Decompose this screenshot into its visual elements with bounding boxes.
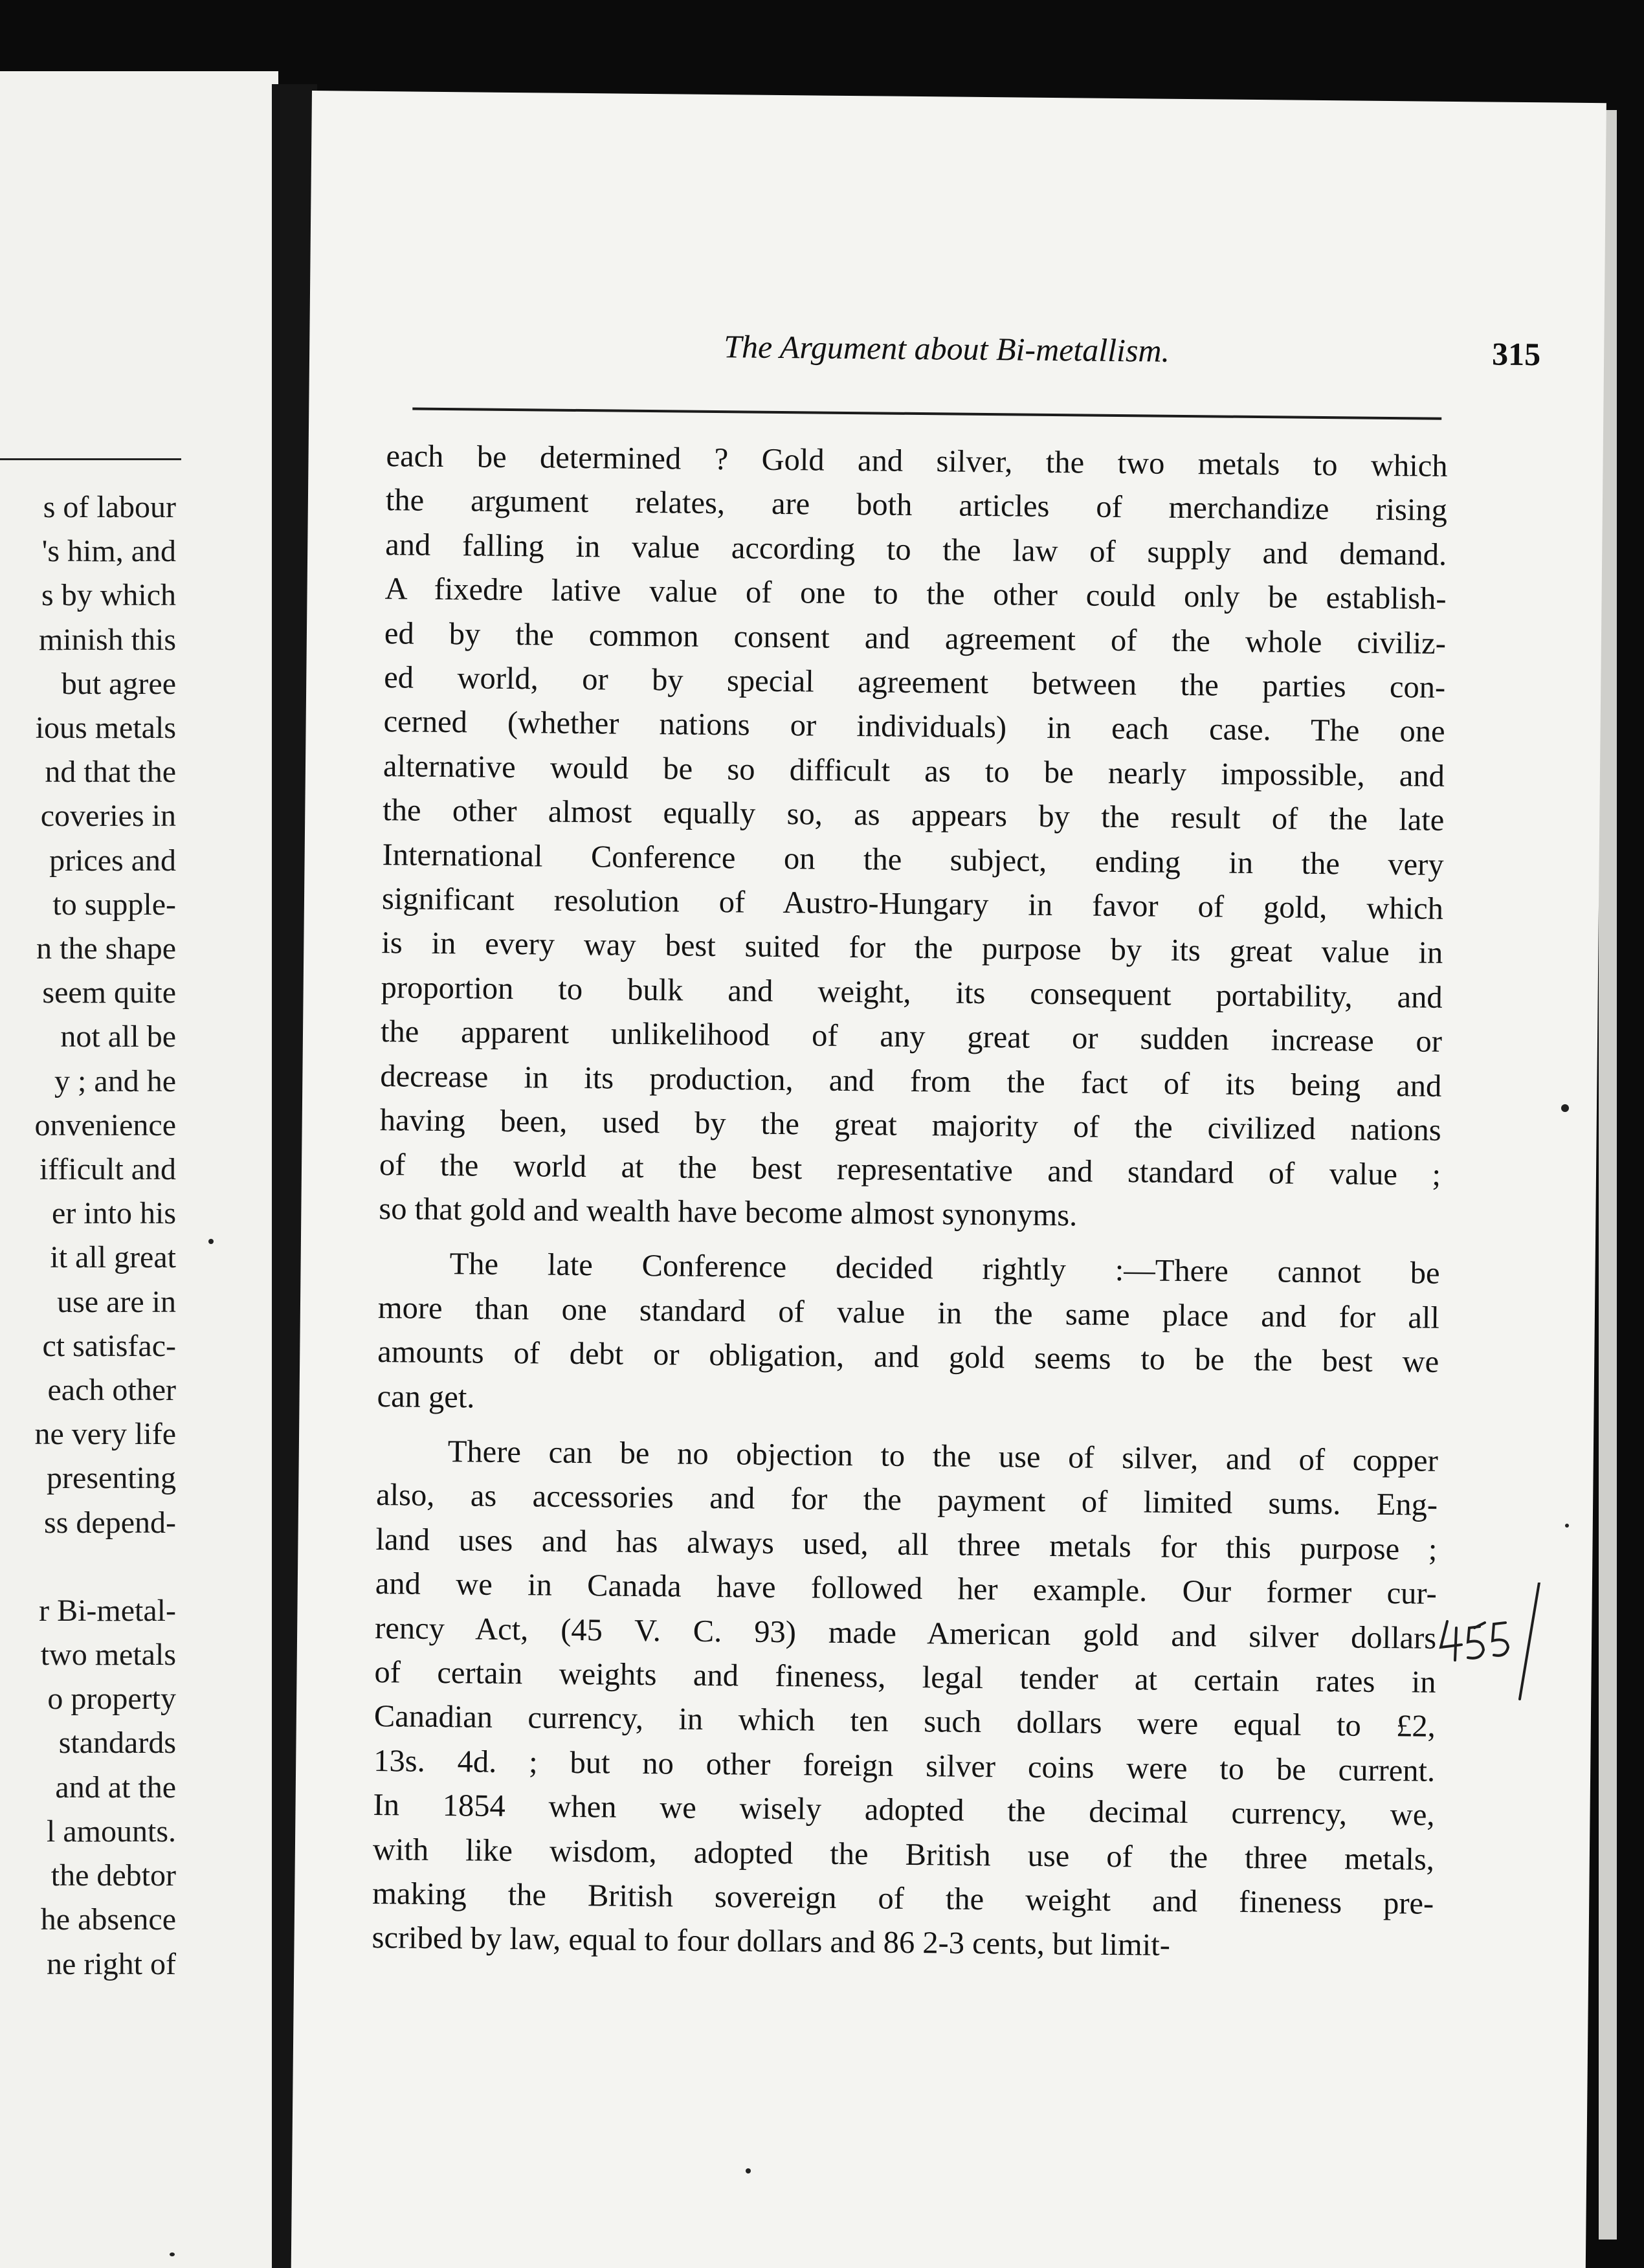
body-line: the argument relates, are both articles of merchandize rising bbox=[385, 483, 1448, 528]
body-line: is in every way best suited for the purpose by its great value in bbox=[381, 926, 1443, 971]
left-page-line: presenting bbox=[47, 1461, 176, 1496]
left-page-line: l amounts. bbox=[47, 1814, 176, 1849]
body-line: more than one standard of value in the same place and for all bbox=[377, 1290, 1440, 1335]
body-line: each be determined ? Gold and silver, the two metals to which bbox=[386, 439, 1448, 484]
body-text bbox=[372, 434, 1448, 1970]
left-page-line: he absence bbox=[40, 1902, 176, 1937]
body-line: with like wisdom, adopted the British use of the three metals, bbox=[372, 1832, 1435, 1877]
body-line: ed world, or by special agreement between the parties con- bbox=[384, 660, 1446, 705]
left-page-line: ne very life bbox=[34, 1417, 176, 1452]
body-line: cerned (whether nations or individuals) in each case. The one bbox=[383, 704, 1445, 750]
left-page-line: nd that the bbox=[45, 755, 176, 790]
running-head bbox=[413, 325, 1546, 381]
left-page-line: standards bbox=[58, 1726, 176, 1761]
body-line: the apparent unlikelihood of any great or sudden increase or bbox=[380, 1014, 1443, 1060]
head-rule bbox=[412, 408, 1441, 420]
body-line: There can be no objection to the use of silver, and of copper bbox=[447, 1434, 1439, 1478]
left-page-line: er into his bbox=[52, 1196, 176, 1231]
left-page-text bbox=[0, 485, 176, 1986]
left-page-line: minish this bbox=[38, 622, 176, 657]
left-page-line: seem quite bbox=[42, 975, 176, 1010]
body-line: of certain weights and fineness, legal tender at certain rates in bbox=[374, 1655, 1436, 1700]
left-page-line: ious metals bbox=[35, 711, 176, 746]
body-line: and we in Canada have followed her example. Our former cur- bbox=[375, 1566, 1438, 1611]
left-page-line: onvenience bbox=[34, 1107, 176, 1142]
running-title: The Argument about Bi-metallism. bbox=[723, 328, 1170, 369]
body-line: also, as accessories and for the payment of limited sums. Eng- bbox=[375, 1478, 1438, 1523]
body-line: Canadian currency, in which ten such dollars were equal to £2, bbox=[373, 1699, 1436, 1744]
body-line: scribed by law, equal to four dollars and 86 2-3 cents, but limit- bbox=[372, 1920, 1171, 1963]
body-line: proportion to bulk and weight, its consequent portability, and bbox=[381, 970, 1443, 1015]
left-page-head-rule bbox=[0, 458, 181, 460]
handwritten-margin-note bbox=[1436, 1583, 1565, 1712]
left-page-line: use are in bbox=[57, 1284, 176, 1319]
left-page-line: 's him, and bbox=[41, 534, 176, 569]
left-page-line: to supple- bbox=[52, 887, 176, 922]
left-page-line: y ; and he bbox=[54, 1063, 176, 1098]
body-line: 13s. 4d. ; but no other foreign silver coins were to be current. bbox=[373, 1743, 1436, 1788]
body-line: significant resolution of Austro-Hungary in favor of gold, which bbox=[381, 882, 1444, 926]
left-page-line: ne right of bbox=[47, 1946, 176, 1981]
body-line: having been, used by the great majority of the civilized nations bbox=[379, 1103, 1441, 1148]
left-page-line: ifficult and bbox=[39, 1152, 176, 1187]
body-line: decrease in its production, and from the fact of its being and bbox=[380, 1058, 1442, 1104]
body-line: amounts of debt or obligation, and gold seems to be the best we bbox=[377, 1335, 1439, 1379]
body-line: of the world at the best representative and standard of value ; bbox=[379, 1147, 1441, 1192]
body-line: making the British sovereign of the weight and fineness pre- bbox=[372, 1876, 1434, 1921]
left-page-line: it all great bbox=[50, 1240, 176, 1275]
left-page-gap bbox=[0, 1545, 176, 1589]
left-page-line: n the shape bbox=[36, 931, 176, 966]
left-page-line: coveries in bbox=[40, 799, 176, 834]
body-line: The late Conference decided rightly :—There cannot be bbox=[449, 1247, 1440, 1291]
left-page-line: two metals bbox=[40, 1638, 176, 1673]
body-line: In 1854 when we wisely adopted the decimal currency, we, bbox=[373, 1788, 1435, 1832]
body-line: A fixedre lative value of one to the other could only be establish- bbox=[384, 572, 1447, 617]
left-page-line: each other bbox=[47, 1373, 176, 1408]
left-page-line: r Bi-metal- bbox=[39, 1593, 176, 1628]
body-line: alternative would be so difficult as to be nearly impossible, and bbox=[383, 748, 1445, 794]
body-line: land uses and has always used, all three metals for this purpose ; bbox=[375, 1522, 1438, 1567]
body-line: International Conference on the subject, ending in the very bbox=[382, 837, 1444, 882]
left-page-line: not all be bbox=[60, 1019, 176, 1054]
body-line: so that gold and wealth have become almost synonyms. bbox=[379, 1191, 1078, 1233]
left-page-line: s of labour bbox=[43, 490, 176, 524]
left-page-line: prices and bbox=[49, 843, 176, 878]
left-page-line: s by which bbox=[41, 578, 176, 613]
body-line: can get. bbox=[377, 1379, 475, 1415]
left-page bbox=[0, 71, 278, 2268]
body-line: and falling in value according to the law of supply and demand. bbox=[385, 527, 1447, 572]
left-page-line: and at the bbox=[55, 1770, 176, 1805]
left-page-line: o property bbox=[47, 1682, 176, 1717]
left-page-line: ss depend- bbox=[44, 1505, 176, 1540]
body-line: the other almost equally so, as appears by the result of the late bbox=[383, 793, 1445, 838]
left-page-line: ct satisfac- bbox=[42, 1328, 176, 1363]
body-line: ed by the common consent and agreement of the whole civiliz- bbox=[384, 616, 1447, 661]
left-page-line: the debtor bbox=[50, 1858, 176, 1893]
right-page bbox=[291, 91, 1606, 2268]
body-line: rency Act, (45 V. C. 93) made American gold and silver dollars bbox=[374, 1610, 1437, 1656]
left-page-line: but agree bbox=[61, 666, 176, 701]
page-number: 315 bbox=[1491, 335, 1541, 373]
